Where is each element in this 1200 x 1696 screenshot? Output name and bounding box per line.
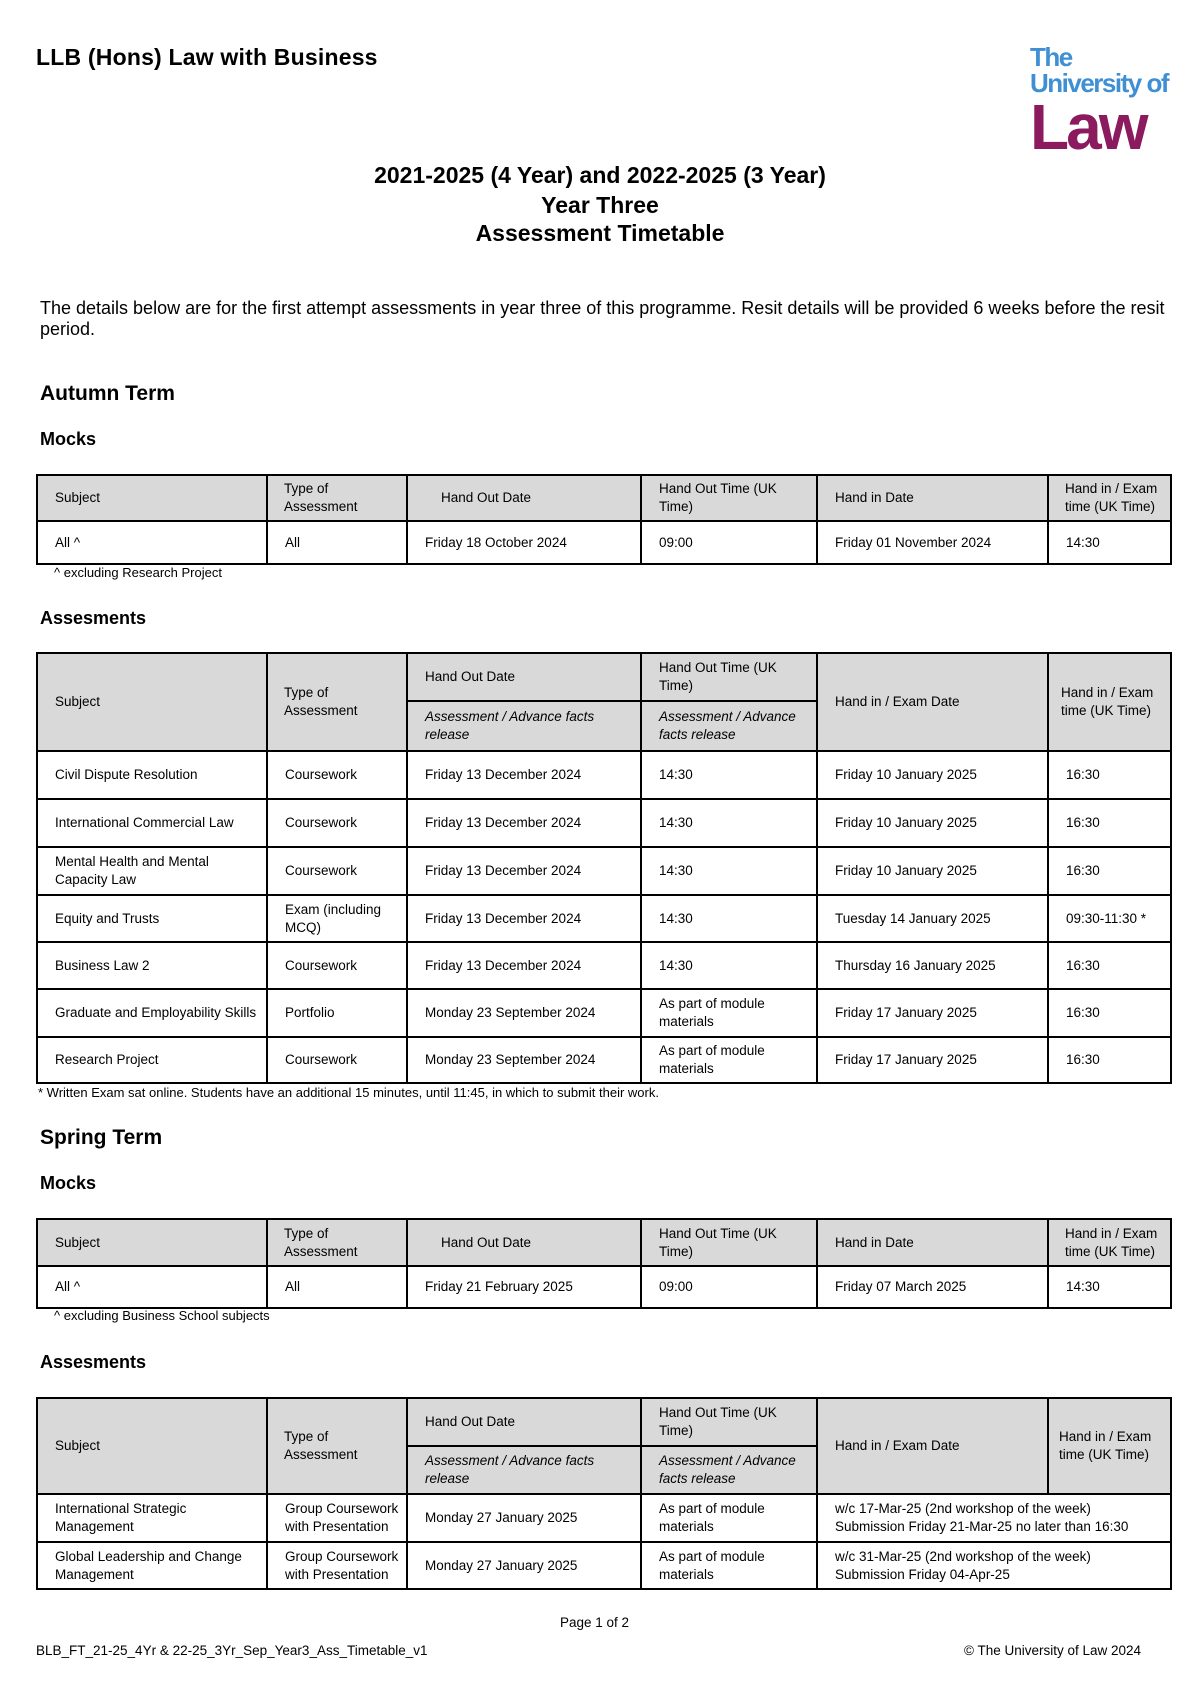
- cell-out-time: 14:30: [641, 799, 817, 847]
- logo-line-3: Law: [1030, 91, 1146, 163]
- cell-out-date: Friday 21 February 2025: [407, 1266, 641, 1308]
- copyright: © The University of Law 2024: [964, 1643, 1142, 1658]
- document-reference: BLB_FT_21-25_4Yr & 22-25_3Yr_Sep_Year3_Ass_Timetable_v1: [36, 1643, 428, 1658]
- col-subject: Subject: [37, 475, 267, 521]
- cell-in-date: Thursday 16 January 2025: [817, 942, 1048, 989]
- cell-subject: Graduate and Employability Skills: [37, 989, 267, 1037]
- table-row: [37, 1266, 1171, 1308]
- cell-in-date: Friday 07 March 2025: [817, 1266, 1048, 1308]
- col-advance-release-time: Assessment / Advance facts release: [641, 1446, 817, 1494]
- table-row: [37, 799, 1171, 847]
- cell-subject: International Commercial Law: [37, 799, 267, 847]
- col-hand-out-time: Hand Out Time (UK Time): [641, 475, 817, 521]
- programme-title: LLB (Hons) Law with Business: [36, 44, 378, 70]
- cell-in-time: 16:30: [1048, 1037, 1171, 1083]
- col-type: Type of Assessment: [267, 653, 407, 751]
- spring-term-heading: Spring Term: [40, 1126, 163, 1149]
- col-hand-in-exam-date: Hand in / Exam Date: [817, 653, 1048, 751]
- cell-type: All: [267, 1266, 407, 1308]
- cell-out-time: As part of module materials: [641, 1037, 817, 1083]
- cell-type: Coursework: [267, 847, 407, 895]
- table-header-row: [37, 1219, 1171, 1266]
- table-row: [37, 942, 1171, 989]
- cell-subject: International Strategic Management: [37, 1494, 267, 1542]
- cell-type: Coursework: [267, 1037, 407, 1083]
- cell-in-time: 14:30: [1048, 521, 1171, 564]
- cell-subject: Global Leadership and Change Management: [37, 1542, 267, 1589]
- spring-mocks-note: ^ excluding Business School subjects: [54, 1308, 270, 1323]
- document-title-line-2: Year Three: [541, 192, 659, 218]
- cell-out-time: 09:00: [641, 521, 817, 564]
- table-row: [37, 895, 1171, 942]
- col-hand-in-time: Hand in / Exam time (UK Time): [1048, 475, 1171, 521]
- cell-in-combined: [817, 1494, 1171, 1542]
- cell-in-line-2: Submission Friday 04-Apr-25: [835, 1566, 1010, 1582]
- cell-type: Coursework: [267, 942, 407, 989]
- cell-out-time: As part of module materials: [641, 1542, 817, 1589]
- cell-subject: All ^: [37, 1266, 267, 1308]
- document-title-line-1: 2021-2025 (4 Year) and 2022-2025 (3 Year): [374, 162, 826, 188]
- cell-in-time: 16:30: [1048, 989, 1171, 1037]
- cell-subject: Civil Dispute Resolution: [37, 751, 267, 799]
- cell-in-time: 14:30: [1048, 1266, 1171, 1308]
- cell-out-date: Monday 27 January 2025: [407, 1494, 641, 1542]
- document-title-line-3: Assessment Timetable: [475, 220, 725, 246]
- spring-mocks-heading: Mocks: [40, 1173, 97, 1193]
- col-hand-in-exam-date: Hand in / Exam Date: [817, 1398, 1048, 1494]
- cell-out-date: Monday 27 January 2025: [407, 1542, 641, 1589]
- autumn-term-heading: Autumn Term: [40, 382, 175, 405]
- cell-out-time: As part of module materials: [641, 989, 817, 1037]
- cell-in-line-1: w/c 31-Mar-25 (2nd workshop of the week): [835, 1548, 1091, 1564]
- cell-in-date: Tuesday 14 January 2025: [817, 895, 1048, 942]
- cell-in-combined: [817, 1542, 1171, 1589]
- cell-out-date: Friday 18 October 2024: [407, 521, 641, 564]
- col-hand-out-time: Hand Out Time (UK Time): [641, 1398, 817, 1446]
- table-row: [37, 1542, 1171, 1589]
- cell-in-date: Friday 10 January 2025: [817, 799, 1048, 847]
- cell-out-time: 09:00: [641, 1266, 817, 1308]
- col-hand-out-date: Hand Out Date: [407, 653, 641, 701]
- cell-type: Group Coursework with Presentation: [267, 1542, 407, 1589]
- col-subject: Subject: [37, 1398, 267, 1494]
- col-hand-in-date: Hand in Date: [817, 475, 1048, 521]
- col-subject: Subject: [37, 653, 267, 751]
- cell-out-date: Friday 13 December 2024: [407, 942, 641, 989]
- col-hand-in-time: Hand in / Exam time (UK Time): [1048, 1219, 1171, 1266]
- table-row: [37, 847, 1171, 895]
- cell-in-time: 09:30-11:30 *: [1048, 895, 1171, 942]
- cell-in-date: Friday 01 November 2024: [817, 521, 1048, 564]
- logo-line-2: University of: [1030, 68, 1168, 98]
- col-hand-out-date: Hand Out Date: [407, 1398, 641, 1446]
- cell-out-date: Friday 13 December 2024: [407, 847, 641, 895]
- cell-out-time: As part of module materials: [641, 1494, 817, 1542]
- cell-type: All: [267, 521, 407, 564]
- col-hand-in-date: Hand in Date: [817, 1219, 1048, 1266]
- cell-type: Exam (including MCQ): [267, 895, 407, 942]
- cell-in-line-2: Submission Friday 21-Mar-25 no later than 16:30: [835, 1519, 1129, 1534]
- spring-assessments-table: [36, 1397, 1172, 1590]
- cell-out-date: Friday 13 December 2024: [407, 895, 641, 942]
- col-hand-out-date: Hand Out Date: [407, 1219, 641, 1266]
- cell-out-time: 14:30: [641, 942, 817, 989]
- col-type: Type of Assessment: [267, 1398, 407, 1494]
- cell-subject: Research Project: [37, 1037, 267, 1083]
- table-row: [37, 1494, 1171, 1542]
- autumn-assessments-heading: Assesments: [40, 608, 147, 628]
- col-hand-out-time: Hand Out Time (UK Time): [641, 1219, 817, 1266]
- cell-in-time: 16:30: [1048, 942, 1171, 989]
- table-row: [37, 521, 1171, 564]
- cell-out-time: 14:30: [641, 895, 817, 942]
- autumn-mocks-heading: Mocks: [40, 429, 97, 449]
- cell-out-time: 14:30: [641, 751, 817, 799]
- spring-assessments-heading: Assesments: [40, 1352, 147, 1372]
- cell-type: Coursework: [267, 799, 407, 847]
- table-header-row: [37, 1398, 1171, 1446]
- col-type: Type of Assessment: [267, 1219, 407, 1266]
- autumn-mocks-note: ^ excluding Research Project: [54, 565, 222, 580]
- cell-in-time: 16:30: [1048, 751, 1171, 799]
- cell-subject: Business Law 2: [37, 942, 267, 989]
- col-hand-in-time: Hand in / Exam time (UK Time): [1048, 653, 1171, 751]
- cell-in-time: 16:30: [1048, 799, 1171, 847]
- cell-type: Group Coursework with Presentation: [267, 1494, 407, 1542]
- col-hand-in-time: Hand in / Exam time (UK Time): [1048, 1398, 1171, 1494]
- cell-in-date: Friday 10 January 2025: [817, 847, 1048, 895]
- col-advance-release-time: Assessment / Advance facts release: [641, 701, 817, 751]
- page-number: Page 1 of 2: [560, 1615, 630, 1630]
- col-hand-out-date: Hand Out Date: [407, 475, 641, 521]
- autumn-mocks-table: [36, 474, 1172, 565]
- table-row: [37, 989, 1171, 1037]
- cell-subject: All ^: [37, 521, 267, 564]
- spring-mocks-table: [36, 1218, 1172, 1309]
- cell-in-date: Friday 17 January 2025: [817, 1037, 1048, 1083]
- autumn-assessments-table: [36, 652, 1172, 1084]
- table-row: [37, 1037, 1171, 1083]
- cell-in-line-1: w/c 17-Mar-25 (2nd workshop of the week): [835, 1501, 1091, 1516]
- cell-out-date: Friday 13 December 2024: [407, 751, 641, 799]
- cell-out-date: Friday 13 December 2024: [407, 799, 641, 847]
- table-header-row: [37, 653, 1171, 701]
- cell-out-date: Monday 23 September 2024: [407, 1037, 641, 1083]
- table-row: [37, 751, 1171, 799]
- col-advance-release-date: Assessment / Advance facts release: [407, 1446, 641, 1494]
- cell-subject: Mental Health and Mental Capacity Law: [37, 847, 267, 895]
- cell-in-date: Friday 17 January 2025: [817, 989, 1048, 1037]
- cell-out-date: Monday 23 September 2024: [407, 989, 641, 1037]
- cell-subject: Equity and Trusts: [37, 895, 267, 942]
- table-header-row: [37, 475, 1171, 521]
- university-logo: [1030, 42, 1170, 163]
- cell-in-date: Friday 10 January 2025: [817, 751, 1048, 799]
- cell-out-time: 14:30: [641, 847, 817, 895]
- intro-paragraph: The details below are for the first attempt assessments in year three of this programme. Resit details will be provided 6 weeks before the resit period.: [40, 298, 1165, 339]
- col-type: Type of Assessment: [267, 475, 407, 521]
- autumn-assessments-note: * Written Exam sat online. Students have an additional 15 minutes, until 11:45, in which to submit their work.: [38, 1085, 659, 1100]
- col-hand-out-time: Hand Out Time (UK Time): [641, 653, 817, 701]
- cell-in-time: 16:30: [1048, 847, 1171, 895]
- cell-type: Coursework: [267, 751, 407, 799]
- col-advance-release-date: Assessment / Advance facts release: [407, 701, 641, 751]
- logo-line-1: The: [1030, 42, 1072, 72]
- cell-type: Portfolio: [267, 989, 407, 1037]
- col-subject: Subject: [37, 1219, 267, 1266]
